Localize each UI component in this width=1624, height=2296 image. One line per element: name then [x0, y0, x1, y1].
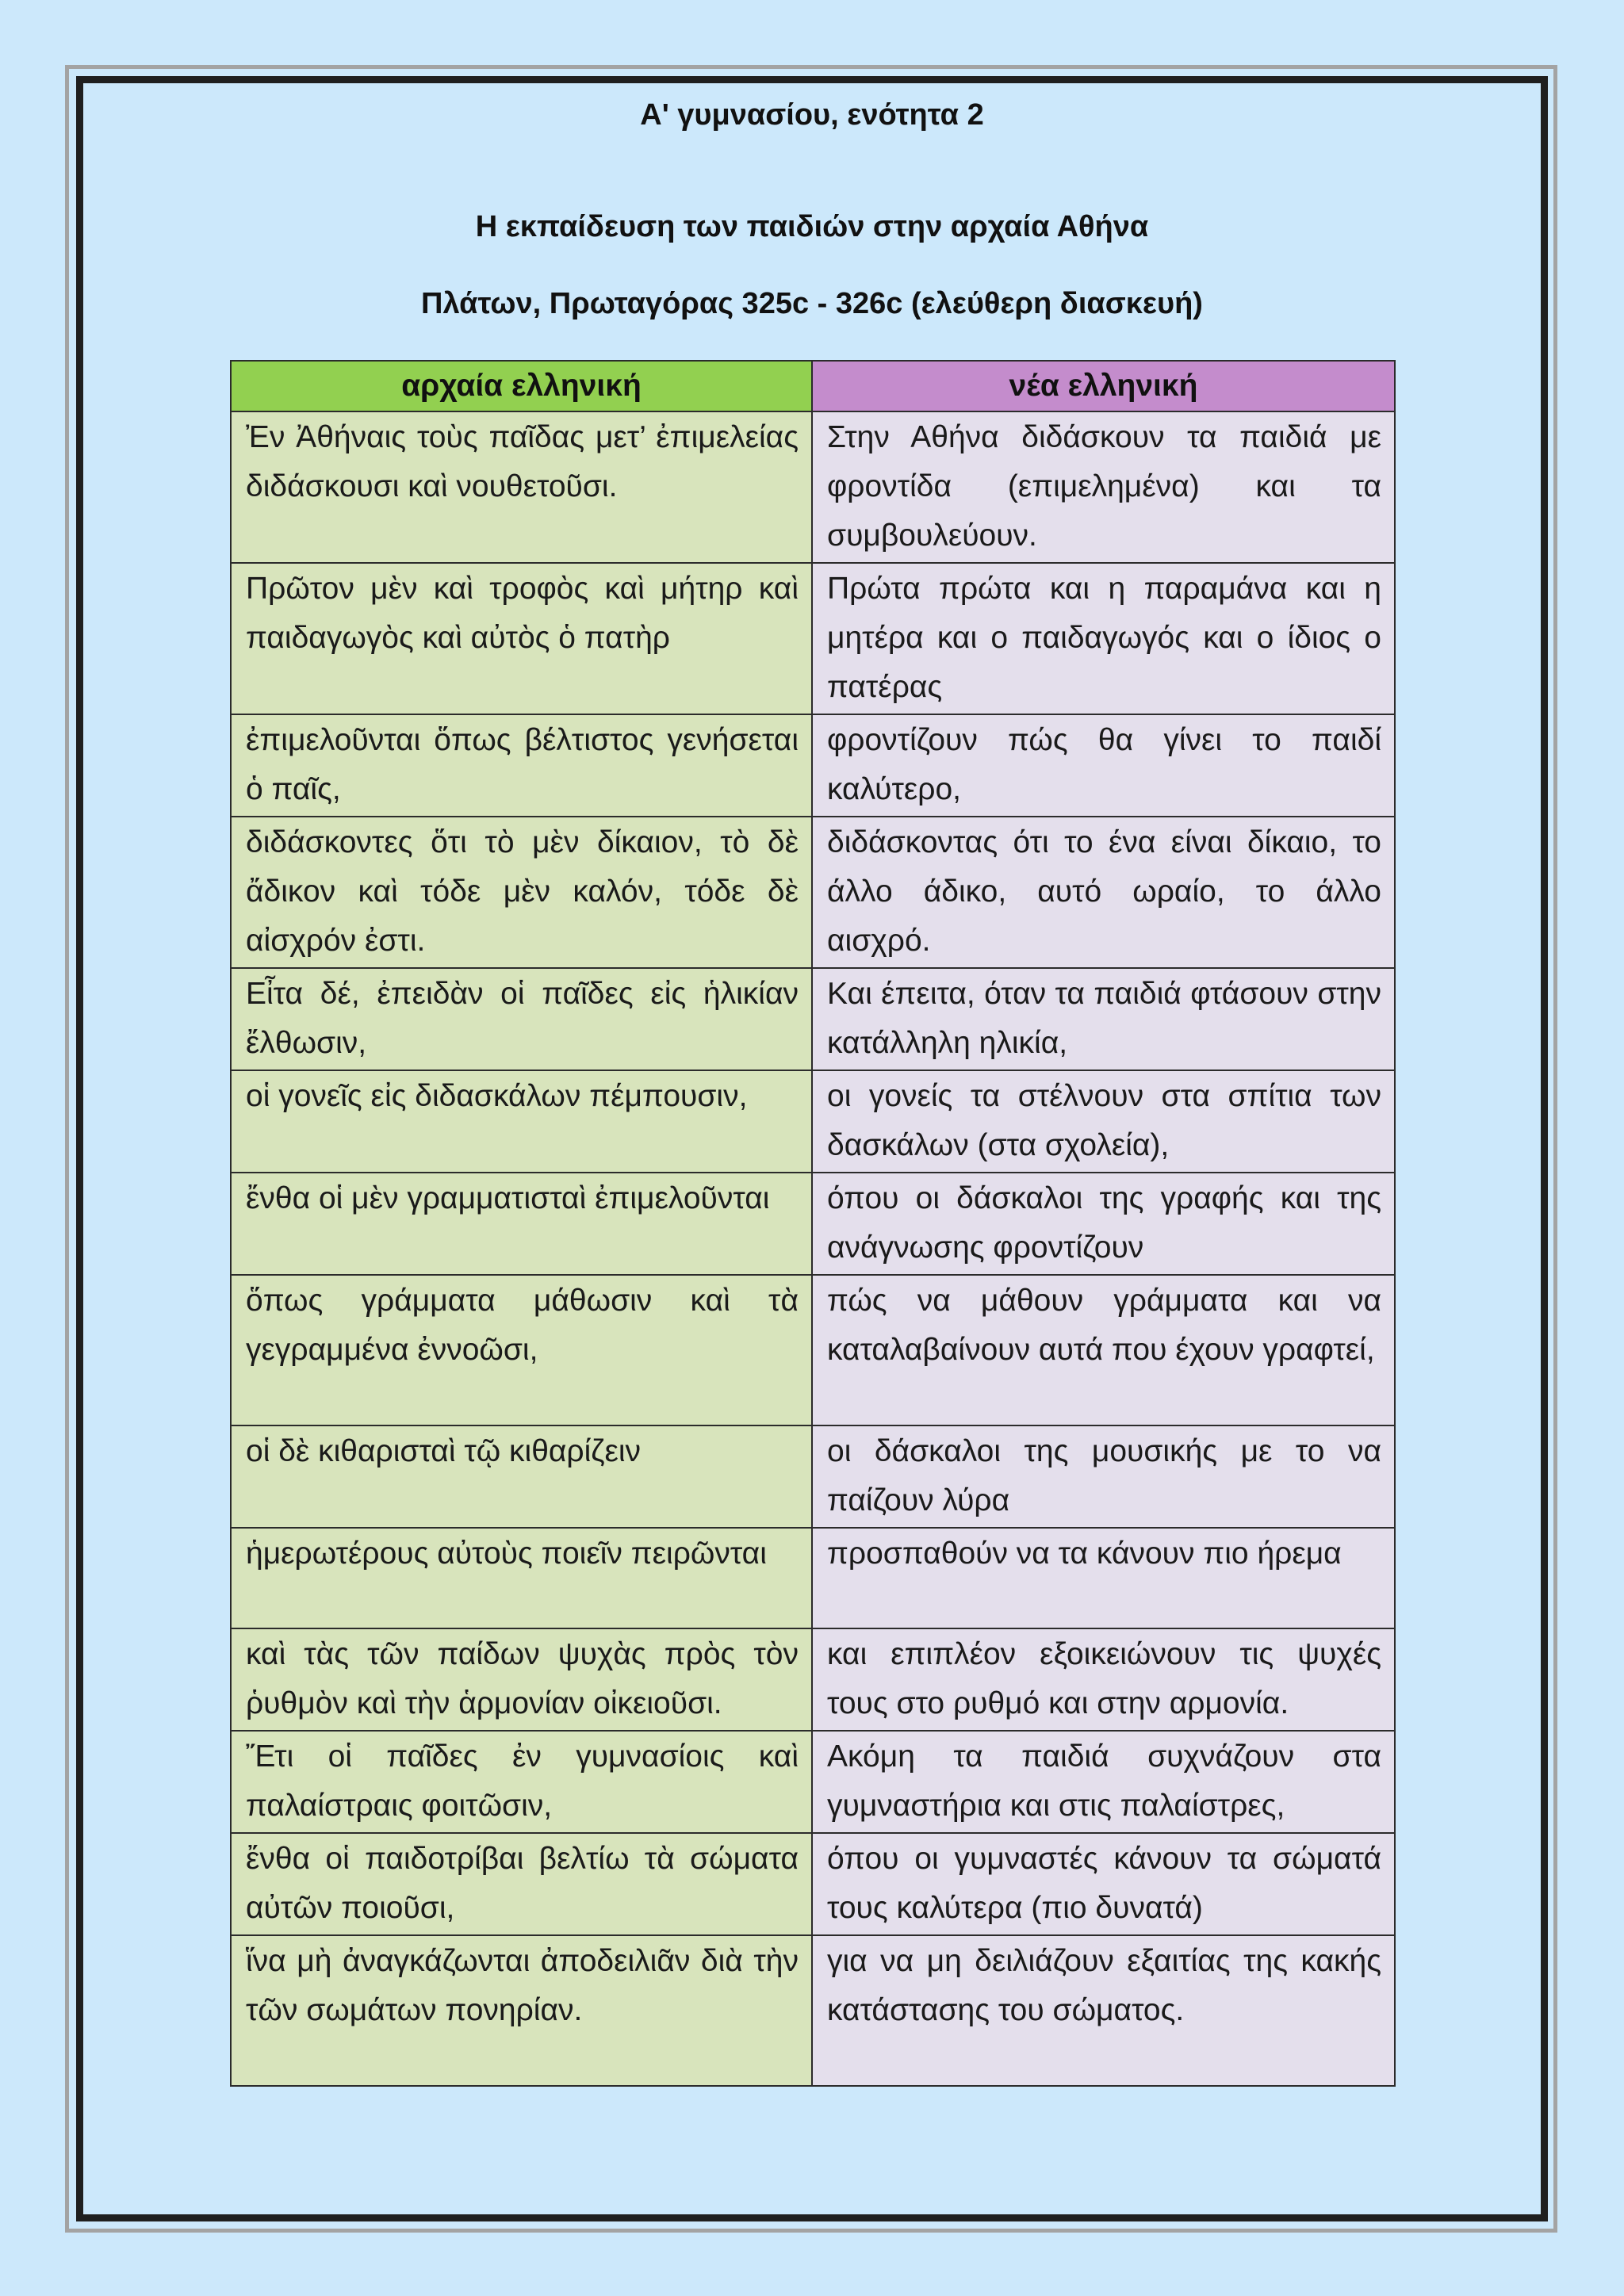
table-row	[231, 1528, 1395, 1628]
modern-text-cell: Στην Αθήνα διδάσκουν τα παιδιά με φροντίδα (επιμελημένα) και τα συμβουλεύουν.	[812, 411, 1395, 563]
ancient-text-cell: ὅπως γράμματα μάθωσιν καὶ τὰ γεγραμμένα ἐννοῶσι,	[231, 1275, 812, 1425]
ancient-text-cell: Ἐν Ἀθήναις τοὺς παῖδας μετ’ ἐπιμελείας διδάσκουσι καὶ νουθετοῦσι.	[231, 411, 812, 563]
modern-text-cell: Πρώτα πρώτα και η παραμάνα και η μητέρα και ο παιδαγωγός και ο ίδιος ο πατέρας	[812, 563, 1395, 714]
ancient-text-cell: Πρῶτον μὲν καὶ τροφὸς καὶ μήτηρ καὶ παιδαγωγὸς καὶ αὐτὸς ὁ πατὴρ	[231, 563, 812, 714]
modern-text-cell: πώς να μάθουν γράμματα και να καταλαβαίνουν αυτά που έχουν γραφτεί,	[812, 1275, 1395, 1425]
ancient-text-cell: Εἶτα δέ, ἐπειδὰν οἱ παῖδες εἰς ἡλικίαν ἔλθωσιν,	[231, 968, 812, 1070]
modern-text-cell: όπου οι δάσκαλοι της γραφής και της ανάγνωσης φροντίζουν	[812, 1173, 1395, 1275]
modern-text-cell: Ακόμη τα παιδιά συχνάζουν στα γυμναστήρια και στις παλαίστρες,	[812, 1731, 1395, 1833]
ancient-text-cell: διδάσκοντες ὅτι τὸ μὲν δίκαιον, τὸ δὲ ἄδικον καὶ τόδε μὲν καλόν, τόδε δὲ αἰσχρόν ἐστι.	[231, 817, 812, 968]
modern-text-cell: οι γονείς τα στέλνουν στα σπίτια των δασκάλων (στα σχολεία),	[812, 1070, 1395, 1173]
source-citation: Πλάτων, Πρωταγόρας 325c - 326c (ελεύθερη διασκευή)	[421, 287, 1203, 320]
ancient-text-cell: ἐπιμελοῦνται ὅπως βέλτιστος γενήσεται ὁ παῖς,	[231, 714, 812, 817]
modern-text-cell: για να μη δειλιάζουν εξαιτίας της κακής κατάστασης του σώματος.	[812, 1935, 1395, 2086]
ancient-text-cell: καὶ τὰς τῶν παίδων ψυχὰς πρὸς τὸν ῥυθμὸν καὶ τὴν ἁρμονίαν οἰκειοῦσι.	[231, 1628, 812, 1731]
table-row	[231, 1833, 1395, 1935]
table-row	[231, 1275, 1395, 1425]
table-row	[231, 817, 1395, 968]
ancient-text-cell: ἔνθα οἱ παιδοτρίβαι βελτίω τὰ σώματα αὐτῶν ποιοῦσι,	[231, 1833, 812, 1935]
table-row	[231, 714, 1395, 817]
modern-text-cell: όπου οι γυμναστές κάνουν τα σώματά τους καλύτερα (πιο δυνατά)	[812, 1833, 1395, 1935]
class-unit-heading: Α' γυμνασίου, ενότητα 2	[640, 98, 984, 132]
document-title: Η εκπαίδευση των παιδιών στην αρχαία Αθήνα	[475, 210, 1149, 243]
table-row	[231, 1070, 1395, 1173]
ancient-text-cell: ἡμερωτέρους αὐτοὺς ποιεῖν πειρῶνται	[231, 1528, 812, 1628]
ancient-text-cell: ἵνα μὴ ἀναγκάζωνται ἀποδειλιᾶν διὰ τὴν τῶν σωμάτων πονηρίαν.	[231, 1935, 812, 2086]
table-row	[231, 968, 1395, 1070]
table-row	[231, 1731, 1395, 1833]
ancient-text-cell: οἱ δὲ κιθαρισταὶ τῷ κιθαρίζειν	[231, 1425, 812, 1528]
ancient-text-cell: οἱ γονεῖς εἰς διδασκάλων πέμπουσιν,	[231, 1070, 812, 1173]
header-ancient-greek: αρχαία ελληνική	[231, 361, 812, 411]
translation-table	[230, 360, 1396, 2087]
table-row	[231, 1425, 1395, 1528]
modern-text-cell: διδάσκοντας ότι το ένα είναι δίκαιο, το άλλο άδικο, αυτό ωραίο, το άλλο αισχρό.	[812, 817, 1395, 968]
table-row	[231, 1628, 1395, 1731]
table-row	[231, 1173, 1395, 1275]
header-modern-greek: νέα ελληνική	[812, 361, 1395, 411]
table-row	[231, 411, 1395, 563]
table-header-row	[231, 361, 1395, 411]
ancient-text-cell: Ἔτι οἱ παῖδες ἐν γυμνασίοις καὶ παλαίστραις φοιτῶσιν,	[231, 1731, 812, 1833]
modern-text-cell: Και έπειτα, όταν τα παιδιά φτάσουν στην κατάλληλη ηλικία,	[812, 968, 1395, 1070]
ancient-text-cell: ἔνθα οἱ μὲν γραμματισταὶ ἐπιμελοῦνται	[231, 1173, 812, 1275]
modern-text-cell: οι δάσκαλοι της μουσικής με το να παίζουν λύρα	[812, 1425, 1395, 1528]
table-row	[231, 563, 1395, 714]
modern-text-cell: φροντίζουν πώς θα γίνει το παιδί καλύτερο,	[812, 714, 1395, 817]
modern-text-cell: προσπαθούν να τα κάνουν πιο ήρεμα	[812, 1528, 1395, 1628]
table-row	[231, 1935, 1395, 2086]
modern-text-cell: και επιπλέον εξοικειώνουν τις ψυχές τους στο ρυθμό και στην αρμονία.	[812, 1628, 1395, 1731]
